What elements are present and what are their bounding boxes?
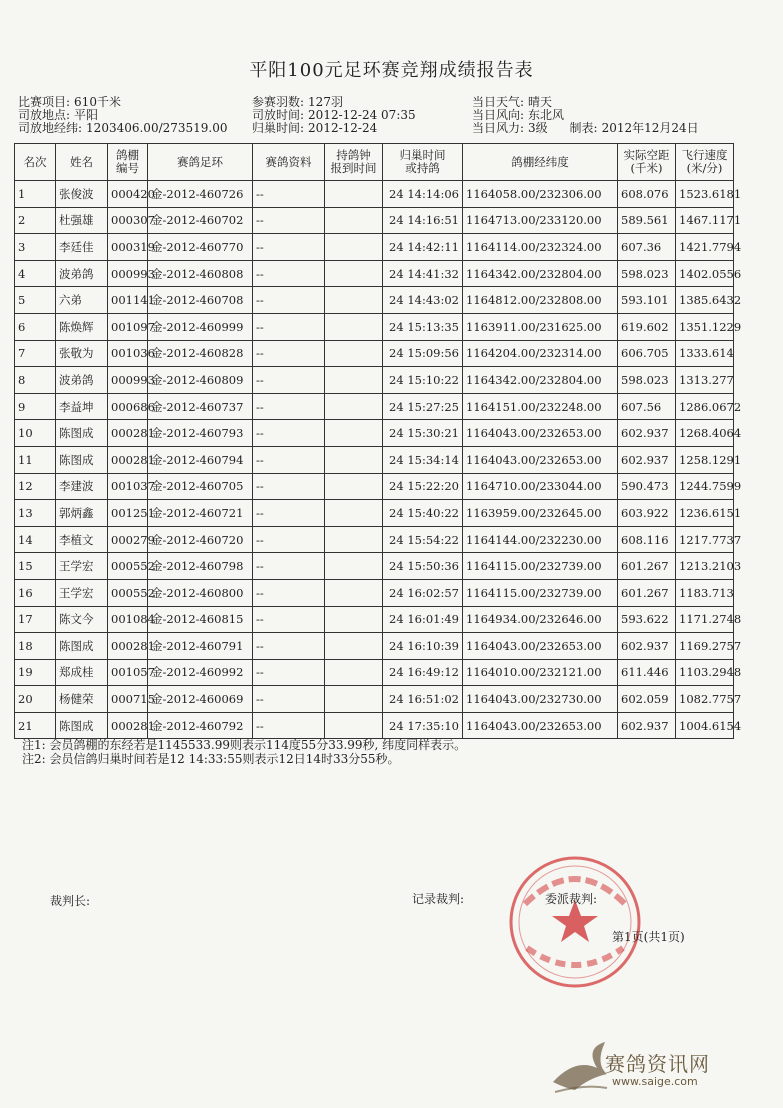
cell-ring: 金-2012-460999 (148, 313, 253, 340)
cell-time: 24 15:13:35 (383, 313, 463, 340)
cell-clock (325, 260, 383, 287)
cell-info: -- (253, 686, 325, 713)
cell-clock (325, 526, 383, 553)
cell-time: 24 15:10:22 (383, 367, 463, 394)
cell-speed: 1171.2748 (676, 606, 734, 633)
cell-name: 陈焕辉 (56, 313, 108, 340)
cell-loft: 000420 (108, 181, 148, 208)
cell-info: -- (253, 579, 325, 606)
cell-coords: 1164710.00/233044.00 (463, 473, 618, 500)
cell-info: -- (253, 446, 325, 473)
return-time-label: 归巢时间: (252, 121, 305, 135)
cell-speed: 1244.7599 (676, 473, 734, 500)
cell-loft: 000281 (108, 420, 148, 447)
cell-ring: 金-2012-460800 (148, 579, 253, 606)
cell-clock (325, 579, 383, 606)
cell-time: 24 15:40:22 (383, 500, 463, 527)
cell-ring: 金-2012-460798 (148, 553, 253, 580)
header-speed: 飞行速度 (米/分) (676, 144, 734, 181)
cell-ring: 金-2012-460808 (148, 260, 253, 287)
cell-name: 六弟 (56, 287, 108, 314)
cell-clock (325, 659, 383, 686)
cell-ring: 金-2012-460809 (148, 367, 253, 394)
table-row (15, 420, 734, 447)
cell-dist: 619.602 (618, 313, 676, 340)
table-row (15, 500, 734, 527)
cell-coords: 1164342.00/232804.00 (463, 260, 618, 287)
cell-info: -- (253, 420, 325, 447)
cell-time: 24 15:34:14 (383, 446, 463, 473)
cell-loft: 001084 (108, 606, 148, 633)
cell-dist: 606.705 (618, 340, 676, 367)
cell-rank: 6 (15, 313, 56, 340)
cell-coords: 1164115.00/232739.00 (463, 553, 618, 580)
cell-coords: 1164043.00/232730.00 (463, 686, 618, 713)
cell-rank: 21 (15, 712, 56, 739)
cell-dist: 601.267 (618, 553, 676, 580)
page-title: 平阳100元足环赛竞翔成绩报告表 (249, 60, 534, 81)
cell-loft: 000279 (108, 526, 148, 553)
cell-speed: 1268.4064 (676, 420, 734, 447)
cell-clock (325, 234, 383, 261)
cell-ring: 金-2012-460794 (148, 446, 253, 473)
cell-coords: 1163911.00/231625.00 (463, 313, 618, 340)
cell-info: -- (253, 207, 325, 234)
cell-time: 24 14:14:06 (383, 181, 463, 208)
cell-coords: 1164043.00/232653.00 (463, 420, 618, 447)
cell-dist: 602.059 (618, 686, 676, 713)
table-row (15, 367, 734, 394)
cell-loft: 000281 (108, 712, 148, 739)
cell-clock (325, 553, 383, 580)
cell-rank: 10 (15, 420, 56, 447)
cell-speed: 1421.7794 (676, 234, 734, 261)
cell-dist: 589.561 (618, 207, 676, 234)
cell-coords: 1164934.00/232646.00 (463, 606, 618, 633)
weather-label: 当日天气: (472, 95, 525, 109)
cell-rank: 11 (15, 446, 56, 473)
release-place-label: 司放地点: (18, 108, 71, 122)
cell-info: -- (253, 181, 325, 208)
cell-rank: 5 (15, 287, 56, 314)
cell-dist: 593.622 (618, 606, 676, 633)
cell-speed: 1385.6432 (676, 287, 734, 314)
cell-info: -- (253, 393, 325, 420)
cell-loft: 000307 (108, 207, 148, 234)
cell-loft: 001036 (108, 340, 148, 367)
cell-rank: 8 (15, 367, 56, 394)
table-row (15, 207, 734, 234)
cell-speed: 1082.7757 (676, 686, 734, 713)
cell-loft: 001141 (108, 287, 148, 314)
table-row (15, 633, 734, 660)
table-row (15, 260, 734, 287)
cell-info: -- (253, 234, 325, 261)
weather-value: 晴天 (528, 95, 553, 109)
return-time-value: 2012-12-24 (308, 121, 378, 135)
cell-speed: 1103.2948 (676, 659, 734, 686)
wind-force-label: 当日风力: (472, 121, 525, 135)
cell-loft: 000552 (108, 553, 148, 580)
cell-loft: 001037 (108, 473, 148, 500)
cell-speed: 1333.614 (676, 340, 734, 367)
cell-ring: 金-2012-460737 (148, 393, 253, 420)
cell-rank: 15 (15, 553, 56, 580)
cell-time: 24 14:41:32 (383, 260, 463, 287)
cell-ring: 金-2012-460770 (148, 234, 253, 261)
cell-name: 陈图成 (56, 420, 108, 447)
cell-rank: 19 (15, 659, 56, 686)
cell-info: -- (253, 526, 325, 553)
cell-name: 李益坤 (56, 393, 108, 420)
table-row (15, 181, 734, 208)
cell-rank: 12 (15, 473, 56, 500)
cell-speed: 1402.0556 (676, 260, 734, 287)
cell-speed: 1523.6181 (676, 181, 734, 208)
cell-dist: 602.937 (618, 712, 676, 739)
wind-direction-value: 东北风 (528, 108, 565, 122)
cell-clock (325, 606, 383, 633)
header-name: 姓名 (56, 144, 108, 181)
table-row (15, 526, 734, 553)
cell-loft: 000552 (108, 579, 148, 606)
cell-rank: 2 (15, 207, 56, 234)
cell-info: -- (253, 553, 325, 580)
cell-clock (325, 473, 383, 500)
cell-dist: 608.076 (618, 181, 676, 208)
cell-coords: 1164115.00/232739.00 (463, 579, 618, 606)
cell-name: 波弟鸽 (56, 367, 108, 394)
release-coords-label: 司放地经纬: (18, 121, 83, 135)
cell-name: 郑成桂 (56, 659, 108, 686)
cell-rank: 4 (15, 260, 56, 287)
header-distance: 实际空距 (千米) (618, 144, 676, 181)
cell-dist: 602.937 (618, 420, 676, 447)
made-label: 制表: (569, 121, 598, 135)
cell-loft: 000993 (108, 260, 148, 287)
cell-ring: 金-2012-460828 (148, 340, 253, 367)
cell-ring: 金-2012-460721 (148, 500, 253, 527)
header-rank: 名次 (15, 144, 56, 181)
cell-coords: 1164812.00/232808.00 (463, 287, 618, 314)
cell-dist: 598.023 (618, 260, 676, 287)
cell-speed: 1004.6154 (676, 712, 734, 739)
table-row (15, 553, 734, 580)
note-2: 注2: 会员信鸽归巢时间若是12 14:33:55则表示12日14时33分55秒。 (22, 752, 400, 766)
cell-rank: 7 (15, 340, 56, 367)
cell-info: -- (253, 606, 325, 633)
cell-ring: 金-2012-460702 (148, 207, 253, 234)
cell-dist: 611.446 (618, 659, 676, 686)
cell-speed: 1183.713 (676, 579, 734, 606)
table-row (15, 473, 734, 500)
cell-loft: 001097 (108, 313, 148, 340)
cell-time: 24 15:54:22 (383, 526, 463, 553)
cell-ring: 金-2012-460708 (148, 287, 253, 314)
cell-ring: 金-2012-460792 (148, 712, 253, 739)
cell-dist: 601.267 (618, 579, 676, 606)
cell-name: 李建波 (56, 473, 108, 500)
cell-coords: 1164043.00/232653.00 (463, 712, 618, 739)
cell-speed: 1351.1229 (676, 313, 734, 340)
cell-name: 陈文今 (56, 606, 108, 633)
event-value: 610千米 (74, 95, 121, 109)
cell-loft: 000686 (108, 393, 148, 420)
cell-clock (325, 340, 383, 367)
cell-dist: 608.116 (618, 526, 676, 553)
cell-coords: 1164043.00/232653.00 (463, 446, 618, 473)
cell-dist: 602.937 (618, 633, 676, 660)
cell-time: 24 16:10:39 (383, 633, 463, 660)
cell-rank: 13 (15, 500, 56, 527)
cell-time: 24 16:49:12 (383, 659, 463, 686)
cell-loft: 001251 (108, 500, 148, 527)
cell-loft: 001057 (108, 659, 148, 686)
cell-speed: 1217.7737 (676, 526, 734, 553)
cell-info: -- (253, 287, 325, 314)
cell-time: 24 14:43:02 (383, 287, 463, 314)
table-row (15, 712, 734, 739)
event-label: 比赛项目: (18, 95, 71, 109)
cell-loft: 000715 (108, 686, 148, 713)
cell-name: 李植文 (56, 526, 108, 553)
cell-clock (325, 686, 383, 713)
cell-ring: 金-2012-460815 (148, 606, 253, 633)
wind-direction-label: 当日风向: (472, 108, 525, 122)
cell-rank: 17 (15, 606, 56, 633)
cell-coords: 1164204.00/232314.00 (463, 340, 618, 367)
cell-rank: 14 (15, 526, 56, 553)
wind-force-info (472, 122, 699, 135)
cell-name: 陈图成 (56, 712, 108, 739)
cell-name: 郭炳鑫 (56, 500, 108, 527)
table-row (15, 446, 734, 473)
table-row (15, 234, 734, 261)
cell-rank: 18 (15, 633, 56, 660)
cell-clock (325, 500, 383, 527)
cell-loft: 000993 (108, 367, 148, 394)
cell-time: 24 15:22:20 (383, 473, 463, 500)
cell-dist: 603.922 (618, 500, 676, 527)
cell-coords: 1163959.00/232645.00 (463, 500, 618, 527)
official-stamp (505, 852, 645, 992)
cell-name: 张俊波 (56, 181, 108, 208)
cell-rank: 16 (15, 579, 56, 606)
cell-time: 24 15:27:25 (383, 393, 463, 420)
release-coords-value: 1203406.00/273519.00 (86, 121, 228, 135)
cell-info: -- (253, 500, 325, 527)
watermark-url: www.saige.com (612, 1075, 698, 1088)
cell-ring: 金-2012-460793 (148, 420, 253, 447)
wind-force-value: 3级 (528, 121, 548, 135)
made-value: 2012年12月24日 (601, 121, 699, 135)
cell-rank: 20 (15, 686, 56, 713)
cell-coords: 1164010.00/232121.00 (463, 659, 618, 686)
cell-time: 24 14:16:51 (383, 207, 463, 234)
cell-info: -- (253, 473, 325, 500)
table-header-row (15, 144, 734, 181)
table-row (15, 579, 734, 606)
cell-time: 24 16:02:57 (383, 579, 463, 606)
cell-clock (325, 313, 383, 340)
cell-clock (325, 287, 383, 314)
cell-speed: 1236.6151 (676, 500, 734, 527)
cell-time: 24 17:35:10 (383, 712, 463, 739)
record-judge-label: 记录裁判: (412, 892, 465, 906)
cell-dist: 602.937 (618, 446, 676, 473)
cell-coords: 1164043.00/232653.00 (463, 633, 618, 660)
cell-name: 陈图成 (56, 633, 108, 660)
cell-rank: 9 (15, 393, 56, 420)
table-row (15, 686, 734, 713)
cell-coords: 1164342.00/232804.00 (463, 367, 618, 394)
header-loft-no: 鸽棚 编号 (108, 144, 148, 181)
cell-speed: 1286.0672 (676, 393, 734, 420)
header-arrival: 归巢时间 或持鸽 (383, 144, 463, 181)
note-1: 注1: 会员鸽棚的东经若是1145533.99则表示114度55分33.99秒, 纬度同样表示。 (22, 738, 467, 752)
cell-info: -- (253, 367, 325, 394)
cell-coords: 1164144.00/232230.00 (463, 526, 618, 553)
table-row (15, 313, 734, 340)
cell-speed: 1213.2103 (676, 553, 734, 580)
cell-ring: 金-2012-460791 (148, 633, 253, 660)
cell-clock (325, 367, 383, 394)
table-row (15, 393, 734, 420)
notes (22, 738, 466, 766)
cell-clock (325, 393, 383, 420)
cell-dist: 607.56 (618, 393, 676, 420)
table-row (15, 287, 734, 314)
cell-dist: 593.101 (618, 287, 676, 314)
cell-name: 张敬为 (56, 340, 108, 367)
release-coords-info (18, 122, 228, 135)
cell-info: -- (253, 712, 325, 739)
cell-speed: 1258.1291 (676, 446, 734, 473)
pigeon-count-value: 127羽 (308, 95, 343, 109)
cell-ring: 金-2012-460705 (148, 473, 253, 500)
cell-name: 陈图成 (56, 446, 108, 473)
cell-loft: 000281 (108, 633, 148, 660)
results-table (14, 143, 742, 739)
cell-coords: 1164058.00/232306.00 (463, 181, 618, 208)
release-time-label: 司放时间: (252, 108, 305, 122)
cell-info: -- (253, 260, 325, 287)
cell-clock (325, 207, 383, 234)
table-row (15, 340, 734, 367)
header-ring: 赛鸽足环 (148, 144, 253, 181)
cell-time: 24 16:01:49 (383, 606, 463, 633)
cell-time: 24 16:51:02 (383, 686, 463, 713)
cell-dist: 607.36 (618, 234, 676, 261)
cell-dist: 590.473 (618, 473, 676, 500)
header-clock: 持鸽钟 报到时间 (325, 144, 383, 181)
header-coords: 鸽棚经纬度 (463, 144, 618, 181)
cell-coords: 1164151.00/232248.00 (463, 393, 618, 420)
table-row (15, 606, 734, 633)
return-time-info (252, 122, 377, 135)
cell-name: 杜强雄 (56, 207, 108, 234)
cell-rank: 3 (15, 234, 56, 261)
cell-speed: 1169.2757 (676, 633, 734, 660)
cell-ring: 金-2012-460069 (148, 686, 253, 713)
delegate-judge-label: 委派裁判: (545, 892, 598, 906)
page-number: 第1页(共1页) (612, 930, 685, 944)
cell-name: 波弟鸽 (56, 260, 108, 287)
cell-info: -- (253, 633, 325, 660)
cell-clock (325, 420, 383, 447)
cell-rank: 1 (15, 181, 56, 208)
cell-name: 李廷佳 (56, 234, 108, 261)
watermark-text: 赛鸽资讯网 (605, 1052, 710, 1076)
cell-coords: 1164114.00/232324.00 (463, 234, 618, 261)
header-info: 赛鸽资料 (253, 144, 325, 181)
cell-dist: 598.023 (618, 367, 676, 394)
cell-clock (325, 712, 383, 739)
cell-loft: 000281 (108, 446, 148, 473)
cell-speed: 1313.277 (676, 367, 734, 394)
cell-loft: 000319 (108, 234, 148, 261)
cell-name: 王学宏 (56, 579, 108, 606)
cell-clock (325, 633, 383, 660)
table-row (15, 659, 734, 686)
cell-speed: 1467.1171 (676, 207, 734, 234)
cell-info: -- (253, 340, 325, 367)
chief-judge-label: 裁判长: (50, 894, 91, 908)
cell-ring: 金-2012-460720 (148, 526, 253, 553)
cell-ring: 金-2012-460726 (148, 181, 253, 208)
release-place-value: 平阳 (74, 108, 99, 122)
cell-clock (325, 181, 383, 208)
release-time-value: 2012-12-24 07:35 (308, 108, 416, 122)
cell-info: -- (253, 313, 325, 340)
pigeon-count-label: 参赛羽数: (252, 95, 305, 109)
cell-info: -- (253, 659, 325, 686)
cell-time: 24 14:42:11 (383, 234, 463, 261)
cell-name: 杨健荣 (56, 686, 108, 713)
cell-ring: 金-2012-460992 (148, 659, 253, 686)
cell-time: 24 15:30:21 (383, 420, 463, 447)
cell-coords: 1164713.00/233120.00 (463, 207, 618, 234)
cell-time: 24 15:09:56 (383, 340, 463, 367)
cell-clock (325, 446, 383, 473)
cell-name: 王学宏 (56, 553, 108, 580)
cell-time: 24 15:50:36 (383, 553, 463, 580)
